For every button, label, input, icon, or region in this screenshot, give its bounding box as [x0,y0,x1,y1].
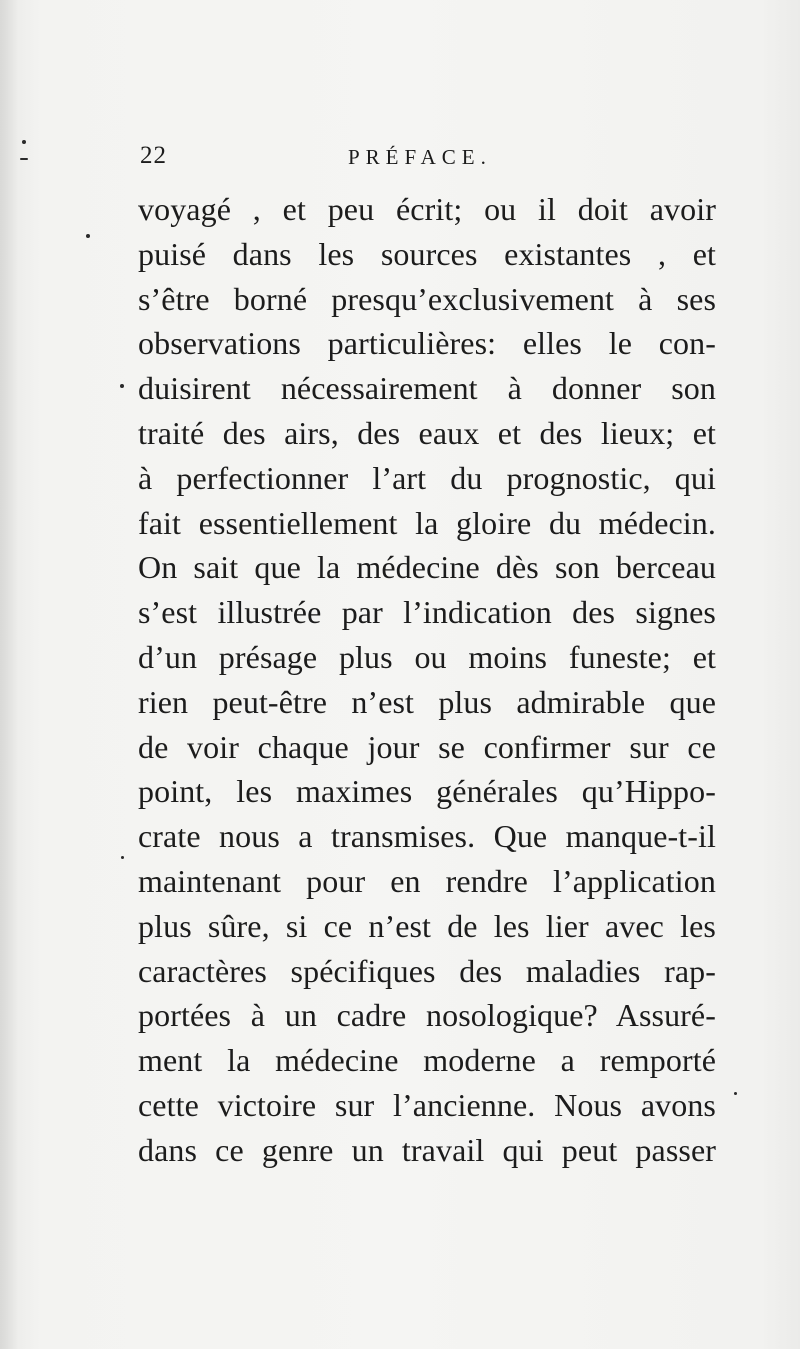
ink-speck [120,384,124,388]
text-line: observations particulières: elles le con- [138,325,716,362]
ink-speck [86,234,90,238]
text-line: s’est illustrée par l’indication des signes [138,594,716,631]
text-line: puisé dans les sources existantes , et [138,235,716,272]
text-line: voyagé , et peu écrit; ou il doit avoir [138,191,716,227]
text-line: s’être borné presqu’exclusivement à ses [138,280,716,317]
ink-speck [734,1092,737,1095]
text-line: maintenant pour en rendre l’application [138,862,716,899]
text-line: portées à un cadre nosologique? Assuré- [138,997,716,1034]
text-line: crate nous a transmises. Que manque-t-il [138,818,716,855]
text-line: duisirent nécessairement à donner son [138,370,716,407]
ink-speck [22,140,26,144]
running-title: PRÉFACE. [348,145,492,169]
text-line: à perfectionner l’art du prognostic, qui [138,459,716,496]
text-line: traité des airs, des eaux et des lieux; et [138,414,716,451]
running-head [138,142,718,176]
ink-speck [121,856,124,859]
text-line: cette victoire sur l’ancienne. Nous avons [138,1086,716,1123]
text-line: d’un présage plus ou moins funeste; et [138,638,716,675]
body-text [138,187,716,1173]
text-line: ment la médecine moderne a remporté [138,1042,716,1079]
ink-speck [20,158,28,160]
text-line: On sait que la médecine dès son berceau [138,549,716,586]
text-line: caractères spécifiques des maladies rap- [138,952,716,989]
page-edge-shadow [0,0,18,1349]
text-line: rien peut-être n’est plus admirable que [138,683,716,720]
text-line: point, les maximes générales qu’Hippo- [138,773,716,810]
text-line: plus sûre, si ce n’est de les lier avec les [138,907,716,944]
page-number: 22 [140,142,167,169]
text-line: dans ce genre un travail qui peut passer [138,1131,716,1168]
text-line: de voir chaque jour se confirmer sur ce [138,728,716,765]
text-line: fait essentiellement la gloire du médecin. [138,504,716,541]
